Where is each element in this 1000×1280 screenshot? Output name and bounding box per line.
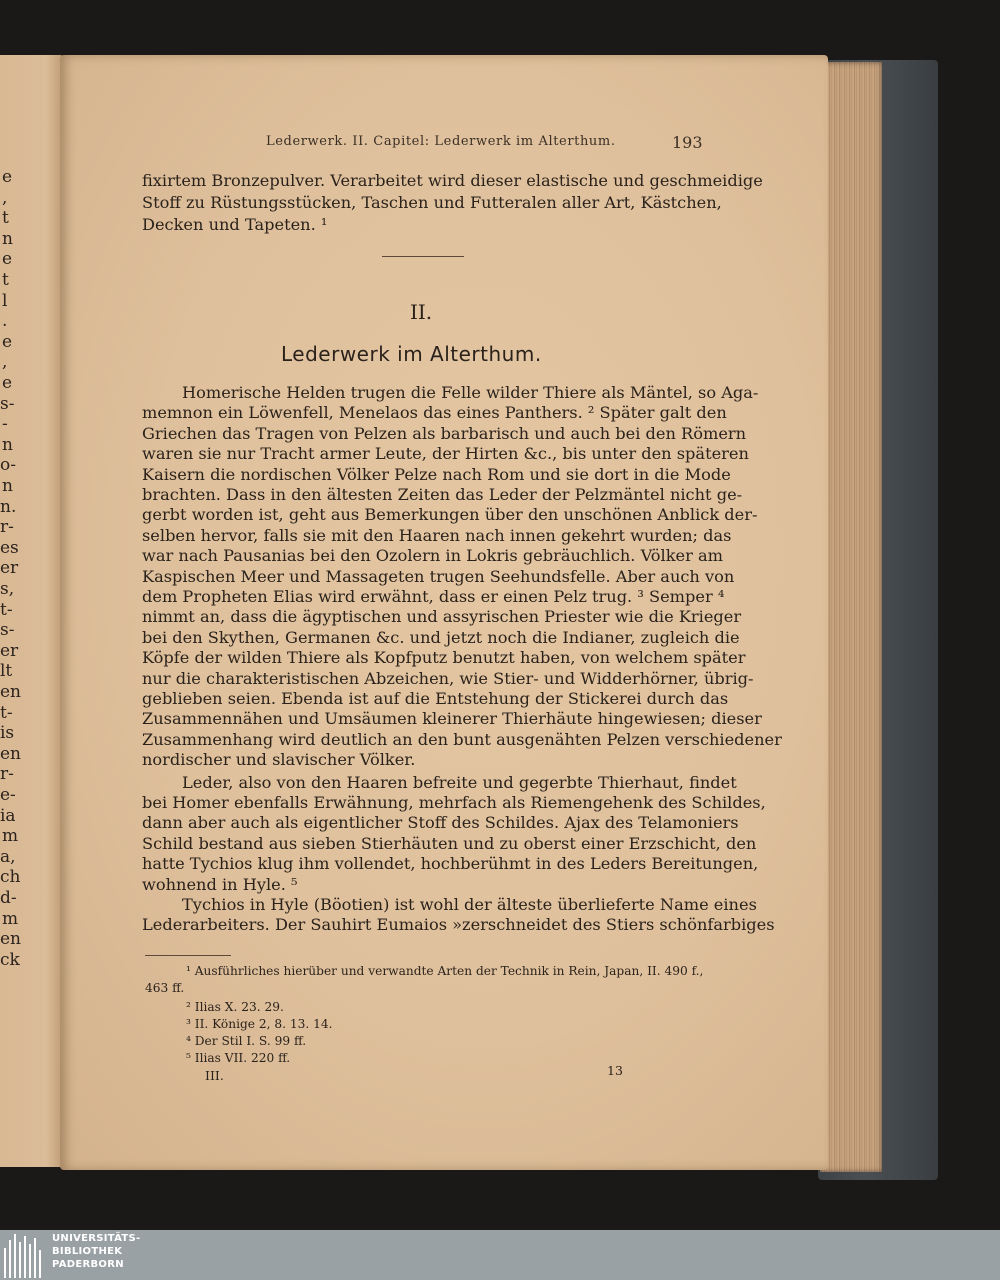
body-line: nimmt an, dass die ägyptischen und assyrischen Priester wie die Krieger [142, 607, 742, 627]
footnote-line: ² Ilias X. 23. 29. [186, 1000, 284, 1014]
left-margin-fragment: t [2, 208, 9, 229]
body-line: Schild bestand aus sieben Stierhäuten und zu oberst einer Erzschicht, den [142, 833, 757, 853]
body-line: nur die charakteristischen Abzeichen, wie Stier- und Widderhörner, übrig- [142, 668, 754, 688]
body-line: Kaisern die nordischen Völker Pelze nach Rom und sie dort in die Mode [142, 464, 731, 484]
left-margin-fragment: er [0, 640, 19, 661]
page-number: 193 [672, 133, 703, 152]
body-line: Homerische Helden trugen die Felle wilder Thiere als Mäntel, so Aga- [182, 383, 759, 402]
left-margin-fragment: o- [0, 455, 16, 476]
intro-line: Decken und Tapeten. ¹ [142, 215, 328, 234]
left-margin-fragment: en [0, 929, 22, 950]
left-margin-fragment: d- [0, 888, 17, 908]
intro-line: fixirtem Bronzepulver. Verarbeitet wird dieser elastische und geschmeidige [142, 171, 763, 190]
left-margin-fragment: , [2, 187, 8, 208]
left-margin-fragment: ch [0, 867, 21, 888]
left-margin-fragment: ia [0, 805, 16, 826]
body-line: gerbt worden ist, geht aus Bemerkungen über den unschönen Anblick der- [142, 505, 758, 525]
signature-mark: III. [205, 1068, 224, 1083]
left-margin-fragment: - [2, 414, 8, 435]
footnote-line: ³ II. Könige 2, 8. 13. 14. [186, 1017, 333, 1031]
footnote-line: ¹ Ausführliches hierüber und verwandte Arten der Technik in Rein, Japan, II. 490 f., [186, 964, 704, 978]
left-margin-fragment: e [2, 373, 13, 393]
body-line: wohnend in Hyle. ⁵ [142, 874, 298, 894]
body-line: dem Propheten Elias wird erwähnt, dass er einen Pelz trug. ³ Semper ⁴ [142, 587, 725, 606]
left-margin-fragment: t [2, 270, 9, 290]
left-margin-fragment: n [2, 434, 13, 455]
body-line: Lederarbeiters. Der Sauhirt Eumaios »zerschneidet des Stiers schönfarbiges [142, 915, 775, 935]
left-margin-fragment: e [2, 331, 13, 352]
library-logo-line: BIBLIOTHEK [52, 1246, 123, 1257]
left-margin-fragment: e [2, 167, 13, 187]
sheet-number: 13 [607, 1063, 623, 1078]
body-line: memnon ein Löwenfell, Menelaos das eines Panthers. ² Später galt den [142, 403, 727, 423]
left-margin-fragment: is [0, 723, 15, 744]
left-margin-fragment: l [2, 290, 8, 311]
left-margin-fragment: es [0, 537, 19, 558]
body-line: bei den Skythen, Germanen &c. und jetzt noch die Indianer, zugleich die [142, 627, 740, 647]
body-line: geblieben seien. Ebenda ist auf die Entstehung der Stickerei durch das [142, 689, 729, 708]
left-margin-fragment: a, [0, 846, 16, 867]
body-line: Zusammenhang wird deutlich an den bunt ausgenähten Pelzen verschiedener [142, 729, 782, 749]
left-margin-fragment: ck [0, 949, 20, 970]
left-page-fragment [0, 55, 66, 1167]
body-line: dann aber auch als eigentlicher Stoff des Schildes. Ajax des Telamoniers [142, 813, 739, 833]
chapter-title: Lederwerk im Alterthum. [281, 342, 542, 366]
left-margin-fragment: s- [0, 393, 15, 414]
left-margin-fragment: n. [0, 496, 17, 517]
page-edges [820, 62, 882, 1172]
body-line: war nach Pausanias bei den Ozolern in Lokris gebräuchlich. Völker am [142, 546, 723, 566]
left-margin-fragment: e [2, 249, 13, 270]
left-margin-fragment: s, [0, 579, 15, 599]
body-line: Tychios in Hyle (Böotien) ist wohl der älteste überlieferte Name eines [182, 895, 757, 914]
footer-bar [0, 1230, 1000, 1280]
left-margin-fragment: r- [0, 517, 14, 538]
left-margin-fragment: , [2, 352, 8, 373]
left-margin-fragment: t- [0, 599, 13, 620]
left-margin-fragment: en [0, 682, 22, 702]
intro-line: Stoff zu Rüstungsstücken, Taschen und Futteralen aller Art, Kästchen, [142, 193, 722, 212]
body-line: Leder, also von den Haaren befreite und gegerbte Thierhaut, findet [182, 772, 737, 792]
running-head: Lederwerk. II. Capitel: Lederwerk im Alterthum. [266, 134, 616, 149]
body-line: Kaspischen Meer und Massageten trugen Seehundsfelle. Aber auch von [142, 566, 735, 586]
left-margin-fragment: t- [0, 702, 13, 723]
footnote-line: 463 ff. [145, 981, 185, 995]
body-line: Köpfe der wilden Thiere als Kopfputz benutzt haben, von welchem später [142, 648, 746, 668]
library-logo-line: PADERBORN [52, 1259, 124, 1270]
body-line: selben hervor, falls sie mit den Haaren nach innen gekehrt wurden; das [142, 525, 732, 545]
left-margin-fragment: er [0, 558, 19, 579]
left-margin-fragment: s- [0, 620, 15, 641]
body-line: bei Homer ebenfalls Erwähnung, mehrfach als Riemengehenk des Schildes, [142, 793, 766, 812]
library-logo-icon [4, 1234, 44, 1278]
footnote-line: ⁵ Ilias VII. 220 ff. [186, 1051, 291, 1065]
section-divider [382, 256, 464, 257]
left-margin-fragment: en [0, 743, 22, 764]
left-margin-fragment: . [2, 311, 8, 332]
left-margin-fragment: n [2, 228, 13, 249]
body-line: waren sie nur Tracht armer Leute, der Hirten &c., bis unter den späteren [142, 444, 749, 464]
footnote-divider [145, 955, 231, 956]
body-line: hatte Tychios klug ihm vollendet, hochberühmt in des Leders Bereitungen, [142, 854, 759, 874]
left-margin-fragment: r- [0, 764, 14, 785]
chapter-number: II. [410, 300, 433, 324]
body-line: Griechen das Tragen von Pelzen als barbarisch und auch bei den Römern [142, 423, 747, 443]
body-line: Zusammennähen und Umsäumen kleinerer Thierhäute hingewiesen; dieser [142, 709, 762, 729]
left-margin-fragment: lt [0, 661, 13, 682]
left-margin-fragment: m [2, 826, 19, 847]
left-margin-fragment: e- [0, 785, 16, 805]
body-line: brachten. Dass in den ältesten Zeiten das Leder der Pelzmäntel nicht ge- [142, 485, 743, 504]
footnote-line: ⁴ Der Stil I. S. 99 ff. [186, 1034, 307, 1048]
library-logo-line: UNIVERSITÄTS- [52, 1233, 141, 1244]
left-margin-fragment: m [2, 908, 19, 929]
left-margin-fragment: n [2, 476, 13, 496]
body-line: nordischer und slavischer Völker. [142, 750, 416, 770]
